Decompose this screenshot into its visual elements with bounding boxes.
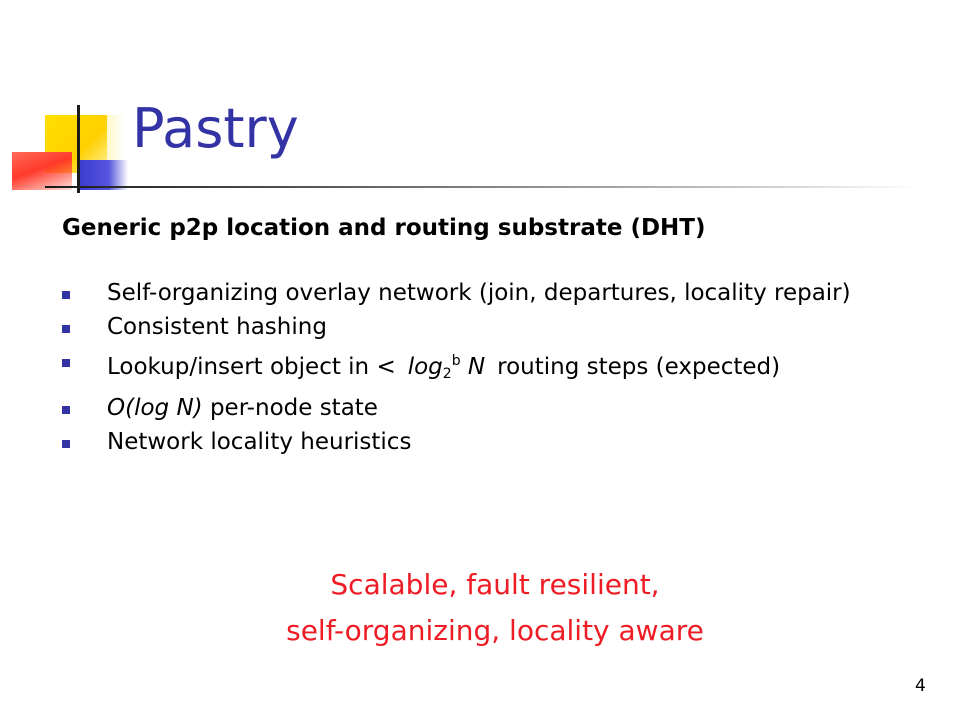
list-item	[62, 280, 922, 306]
slide-number: 4	[915, 676, 926, 696]
log-exponent: b	[451, 353, 461, 369]
bullet-text-prefix: Lookup/insert object in <	[107, 354, 396, 380]
log-base: 2	[442, 366, 452, 382]
bullet-text	[107, 354, 780, 380]
list-item	[62, 395, 922, 421]
tagline-line-2: self-organizing, locality aware	[286, 614, 704, 647]
logo-red-block	[12, 152, 72, 190]
bullet-square-icon	[62, 325, 70, 333]
list-item	[62, 429, 922, 455]
bullet-square-icon	[62, 406, 70, 414]
bullet-text: Consistent hashing	[107, 314, 327, 340]
page-title: Pastry	[132, 97, 299, 160]
complexity-expression: O(log N)	[107, 395, 203, 421]
bullet-text: Self-organizing overlay network (join, departures, locality repair)	[107, 280, 851, 306]
tagline-line-1: Scalable, fault resilient,	[330, 568, 660, 601]
subtitle: Generic p2p location and routing substrate (DHT)	[62, 215, 706, 241]
bullet-text-rest: per-node state	[202, 395, 378, 421]
logo-yellow-block	[45, 115, 107, 173]
log-argument: N	[467, 354, 486, 380]
tagline	[0, 562, 960, 654]
bullet-text	[107, 395, 378, 421]
logo-vertical-line	[77, 105, 80, 193]
logo-blue-block	[80, 160, 128, 190]
title-underline	[45, 186, 920, 188]
logo-yellow-fade-block	[85, 115, 125, 160]
list-item	[62, 348, 922, 387]
bullet-list	[62, 280, 922, 463]
log-expression	[408, 354, 485, 380]
bullet-square-icon	[62, 440, 70, 448]
bullet-text: Network locality heuristics	[107, 429, 412, 455]
bullet-square-icon	[62, 291, 70, 299]
bullet-text-suffix: routing steps (expected)	[497, 354, 781, 380]
log-word: log	[407, 354, 443, 380]
bullet-square-icon	[62, 359, 70, 367]
list-item	[62, 314, 922, 340]
